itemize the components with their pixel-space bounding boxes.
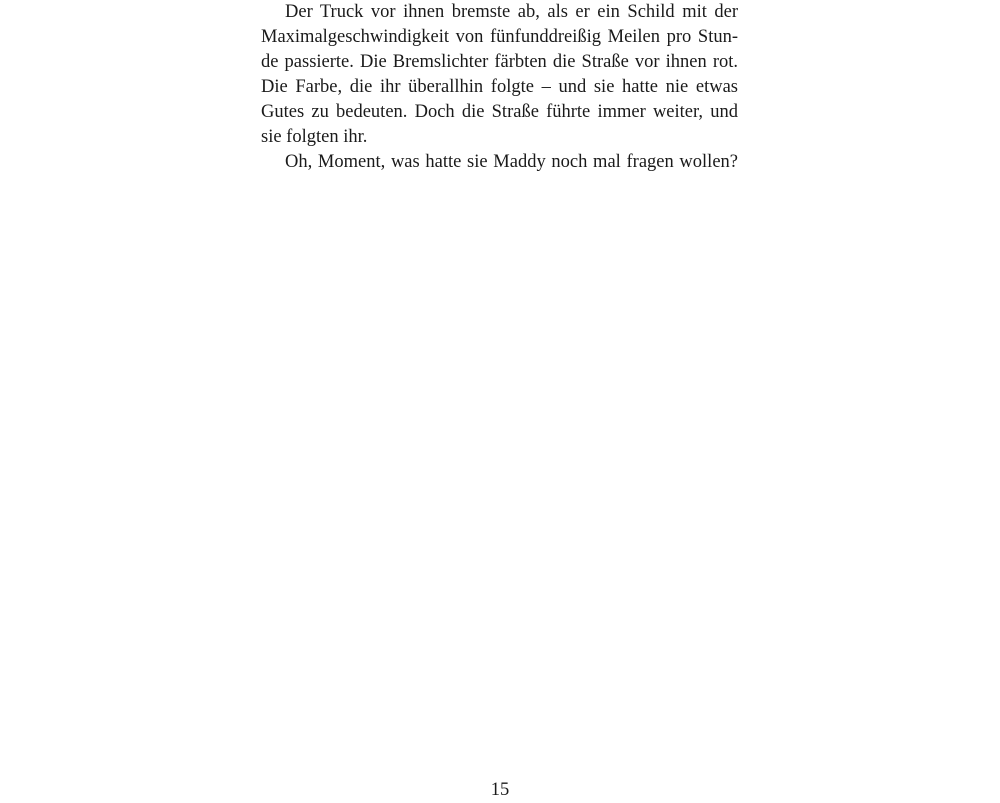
text-line: Oh, Moment, was hatte sie Maddy noch mal fragen wollen? [285,152,738,172]
page-number: 15 [490,780,510,800]
body-text [261,0,738,175]
paragraph-2 [261,150,738,175]
text-line: Der Truck vor ihnen bremste ab, als er ein Schild mit der [285,2,738,22]
text-line: Maximalgeschwindigkeit von fünfunddreißig Meilen pro Stun- [261,27,738,47]
text-line: Gutes zu bedeuten. Doch die Straße führte immer weiter, und [261,102,738,122]
text-line: Die Farbe, die ihr überallhin folgte – und sie hatte nie etwas [261,77,738,97]
text-line: de passierte. Die Bremslichter färbten die Straße vor ihnen rot. [261,52,738,72]
text-line: sie folgten ihr. [261,127,368,147]
paragraph-1 [261,0,738,150]
